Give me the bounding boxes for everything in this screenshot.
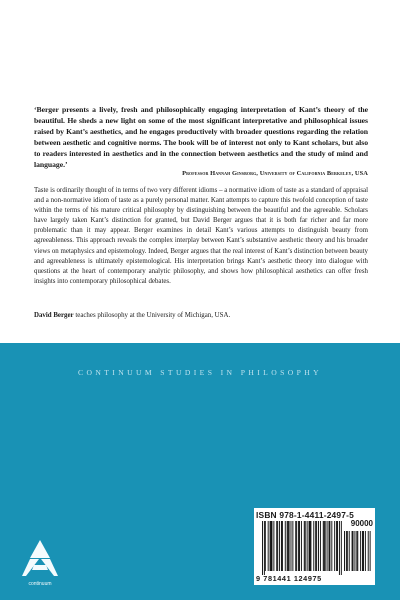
barcode-bar bbox=[310, 521, 311, 571]
barcode-bar bbox=[329, 521, 330, 571]
publisher-logo-icon bbox=[22, 538, 58, 588]
barcode-bar bbox=[318, 521, 319, 571]
author-bio bbox=[34, 311, 368, 321]
barcode-bar bbox=[264, 521, 265, 575]
barcode-bar bbox=[307, 521, 308, 571]
barcode-bar bbox=[341, 521, 342, 575]
barcode-addon-bar bbox=[360, 531, 361, 571]
barcode-bar bbox=[271, 521, 272, 571]
isbn-label: ISBN 978-1-4411-2497-5 bbox=[256, 510, 354, 520]
barcode-bar bbox=[339, 521, 340, 575]
barcode-bar bbox=[265, 521, 266, 571]
reviewer-country: , USA bbox=[351, 170, 368, 177]
barcode-bar bbox=[296, 521, 297, 571]
barcode-addon-bar bbox=[370, 531, 371, 571]
barcode-bar bbox=[268, 521, 269, 571]
barcode-bar bbox=[323, 521, 324, 571]
barcode-addon-bar bbox=[346, 531, 347, 571]
barcode-addon-bar bbox=[353, 531, 354, 571]
barcode-bar bbox=[287, 521, 288, 571]
barcode-bar bbox=[292, 521, 293, 571]
price-code: 90000 bbox=[350, 519, 373, 528]
barcode-addon-bar bbox=[368, 531, 369, 571]
barcode-bar bbox=[304, 521, 305, 571]
barcode-bar bbox=[282, 521, 283, 571]
barcode-bar bbox=[315, 521, 316, 571]
barcode-addon-bar bbox=[344, 531, 345, 571]
barcode-bar bbox=[329, 521, 330, 571]
ean-number: 9 781441 124975 bbox=[256, 574, 322, 583]
review-quote: ‘Berger presents a lively, fresh and philosophically engaging interpretation of Kant’s theory of the beautiful. He sheds a new light on some of the most significant interpretative and philosophical issues raised by Kant’s aesthetics, and he engages productively with broader questions regarding the relation between aesthetic and cognitive norms. The book will be of interest not only to Kant scholars, but also to readers interested in aesthetics and in the connection between aesthetics and the study of mind and language.’ bbox=[34, 105, 368, 169]
barcode-bar bbox=[305, 521, 306, 571]
publisher-name: continuum bbox=[28, 581, 52, 587]
barcode-bar bbox=[325, 521, 326, 571]
barcode-addon-bar bbox=[354, 531, 355, 571]
barcode-bar bbox=[309, 521, 310, 571]
barcode-bar bbox=[324, 521, 325, 571]
barcode-addon-bar bbox=[347, 531, 348, 571]
barcode-bar bbox=[276, 521, 277, 571]
barcode-bar bbox=[262, 521, 263, 575]
barcode-bar bbox=[316, 521, 317, 571]
barcode-bar bbox=[291, 521, 292, 571]
barcode-bar bbox=[334, 521, 335, 571]
barcode-bar bbox=[336, 521, 337, 571]
barcode-bar bbox=[310, 521, 311, 571]
barcode-bar bbox=[288, 521, 289, 571]
author-name: David Berger bbox=[34, 312, 74, 319]
barcode-bar bbox=[320, 521, 321, 571]
barcode-bar bbox=[327, 521, 328, 571]
barcode-bar bbox=[301, 521, 302, 571]
barcode-addon-bar bbox=[356, 531, 357, 571]
barcode-addon-bar bbox=[362, 531, 363, 571]
barcode-bar bbox=[285, 521, 286, 571]
barcode-bar bbox=[272, 521, 273, 571]
book-description: Taste is ordinarily thought of in terms of two very different idioms – a normative idiom of taste as a standard of appraisal and a non-normative idiom of taste as a purely personal matter. Kant attempts to capture this twofold conception of taste within the terms of his mature critical philosophy by distinguishing between the beautiful and the agreeable. Scholars have largely taken Kant’s distinction for granted, but David Berger argues that it is both far richer and far more problematic than it may appear. Berger examines in detail Kant’s various attempts to distinguish beauty from agreeableness. This approach reveals the complex interplay between Kant’s substantive aesthetic theory and his broader views on metaphysics and epistemology. Indeed, Berger argues that the real interest of Kant’s distinction between beauty and agreeableness is ultimately epistemological. His interpretation brings Kant’s aesthetic theory into dialogue with questions at the heart of contemporary analytic philosophy, and shows how philosophical aesthetics can offer fresh insights into contemporary philosophical debates. bbox=[34, 187, 368, 285]
barcode-bar bbox=[331, 521, 332, 571]
barcode-bar bbox=[298, 521, 299, 571]
barcode-bar bbox=[313, 521, 314, 571]
barcode-addon-bar bbox=[357, 531, 358, 571]
barcode-bar bbox=[281, 521, 282, 571]
barcode-addon-bar bbox=[365, 531, 366, 571]
series-title: CONTINUUM STUDIES IN PHILOSOPHY bbox=[78, 368, 322, 377]
review-attribution bbox=[182, 170, 368, 177]
barcode-addon-bar bbox=[363, 531, 364, 571]
barcode-bar bbox=[277, 521, 278, 571]
barcode-bar bbox=[337, 521, 338, 571]
barcode-bar bbox=[295, 521, 296, 571]
barcode-addon-bar bbox=[349, 531, 350, 571]
barcode bbox=[254, 508, 375, 585]
barcode-bar bbox=[279, 521, 280, 571]
barcode-bar bbox=[289, 521, 290, 571]
reviewer-affiliation: University of California Berkeley bbox=[259, 170, 352, 177]
attribution-separator: , bbox=[256, 170, 260, 177]
barcode-addon-bar bbox=[352, 531, 353, 571]
barcode-bar bbox=[270, 521, 271, 571]
barcode-bar bbox=[273, 521, 274, 571]
barcode-bars bbox=[256, 521, 373, 575]
barcode-bar bbox=[299, 521, 300, 571]
author-bio-text: teaches philosophy at the University of Michigan, USA. bbox=[73, 312, 231, 319]
reviewer-name: Professor Hannah Ginsborg bbox=[182, 170, 257, 177]
